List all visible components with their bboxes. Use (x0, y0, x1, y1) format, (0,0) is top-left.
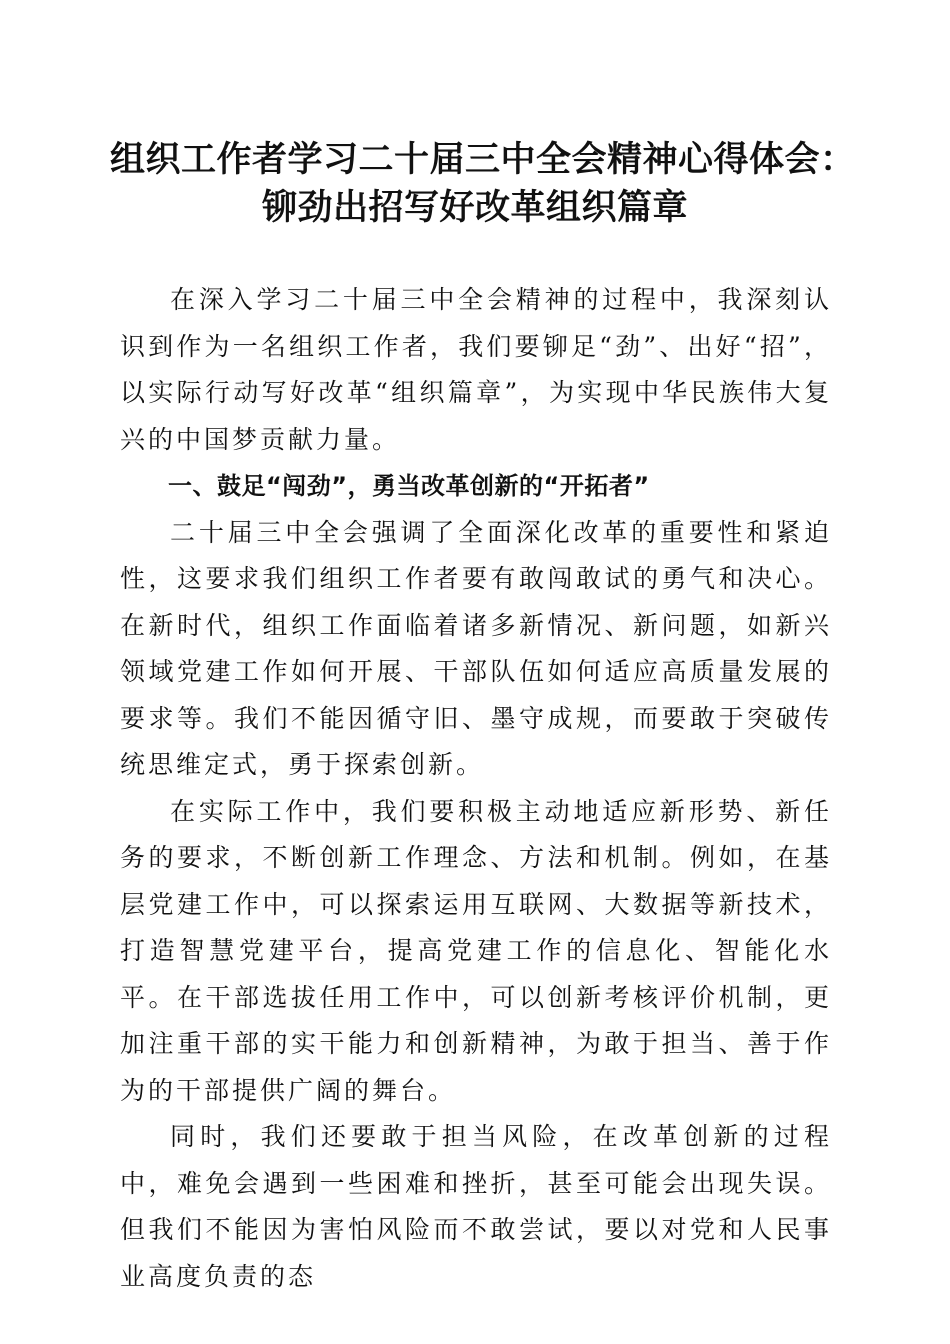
body-paragraph: 在实际工作中，我们要积极主动地适应新形势、新任务的要求，不断创新工作理念、方法和机制。例如，在基层党建工作中，可以探索运用互联网、大数据等新技术，打造智慧党建平台，提高党建工作的信息化、智能化水平。在干部选拔任用工作中，可以创新考核评价机制，更加注重干部的实干能力和创新精神，为敢于担当、善于作为的干部提供广阔的舞台。 (120, 796, 832, 1105)
title-line-2: 铆劲出招写好改革组织篇章 (261, 187, 688, 228)
section-heading-1: 一、鼓足“闯劲”，勇当改革创新的“开拓者” (168, 472, 650, 500)
title-line-1: 组织工作者学习二十届三中全会精神心得体会： (110, 139, 856, 180)
document-title (110, 136, 856, 232)
body-paragraph: 同时，我们还要敢于担当风险，在改革创新的过程中，难免会遇到一些困难和挫折，甚至可能会出现失误。但我们不能因为害怕风险而不敢尝试，要以对党和人民事业高度负责的态 (120, 1122, 832, 1291)
document-body (120, 277, 832, 1300)
body-paragraph: 二十届三中全会强调了全面深化改革的重要性和紧迫性，这要求我们组织工作者要有敢闯敢试的勇气和决心。在新时代，组织工作面临着诸多新情况、新问题，如新兴领域党建工作如何开展、干部队伍如何适应高质量发展的要求等。我们不能因循守旧、墨守成规，而要敢于突破传统思维定式，勇于探索创新。 (120, 517, 832, 779)
intro-paragraph: 在深入学习二十届三中全会精神的过程中，我深刻认识到作为一名组织工作者，我们要铆足“劲”、出好“招”，以实际行动写好改革“组织篇章”，为实现中华民族伟大复兴的中国梦贡献力量。 (120, 285, 832, 454)
